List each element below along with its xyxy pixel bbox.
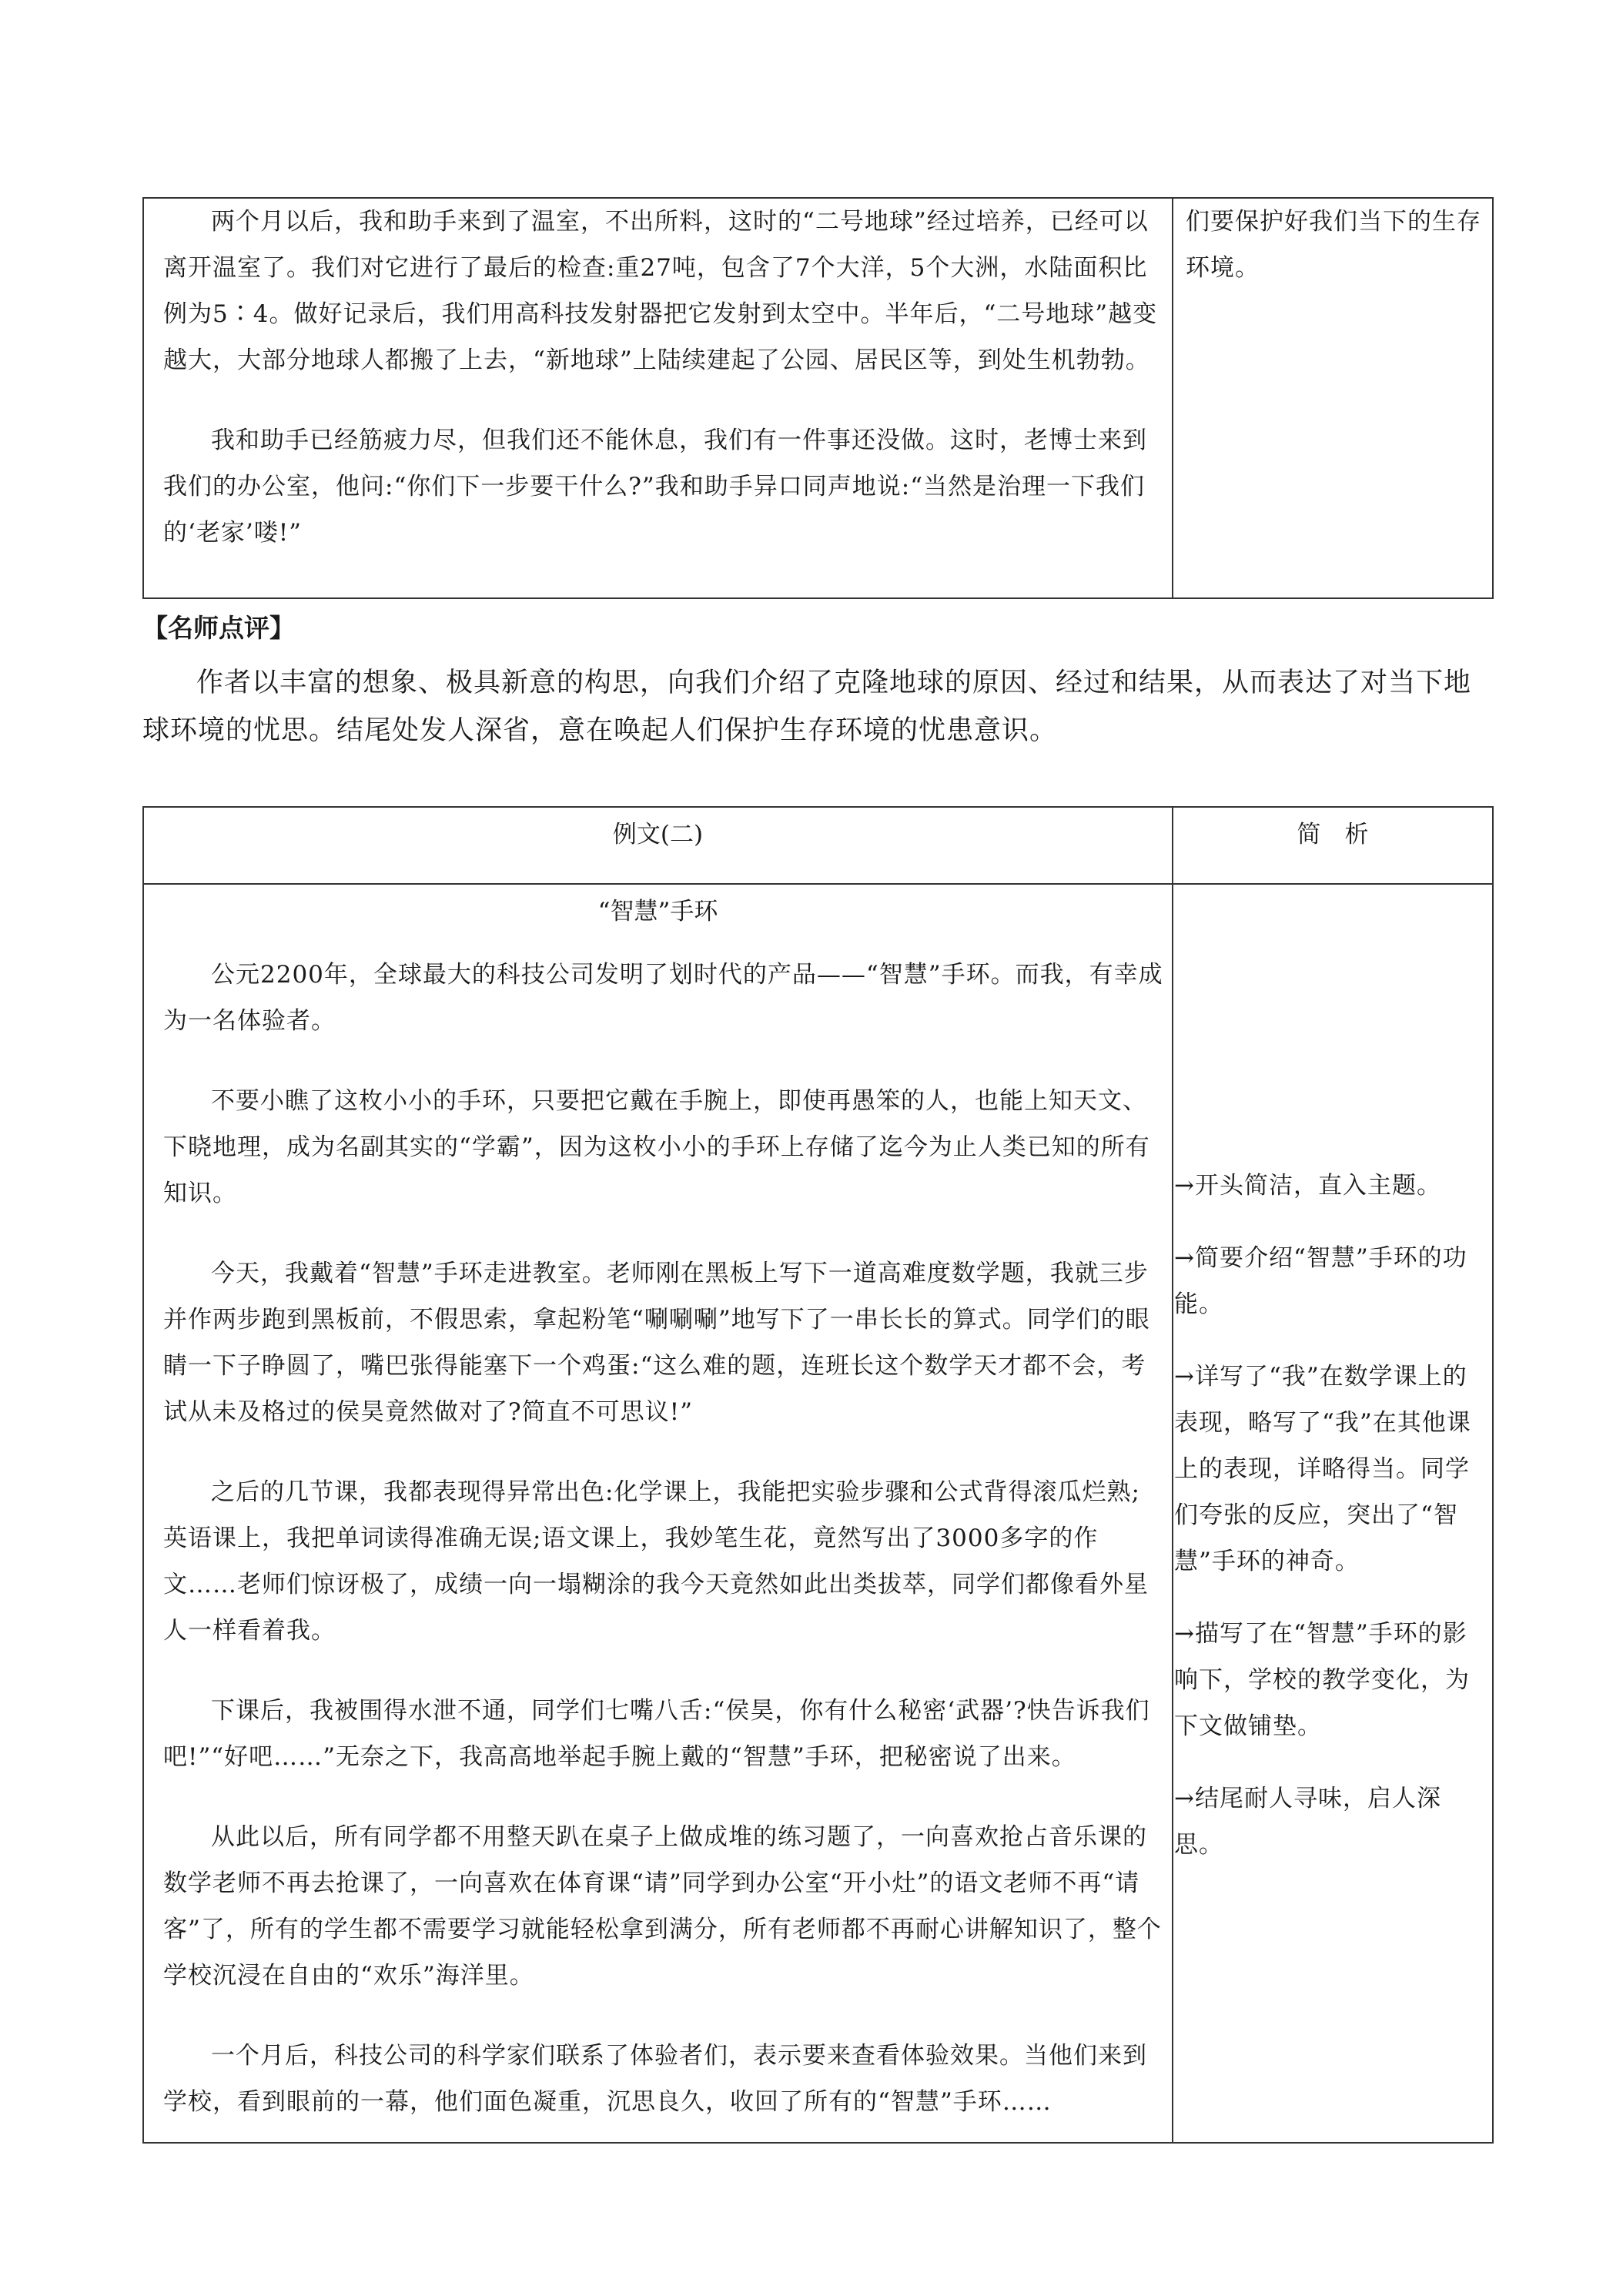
table-divider	[1172, 197, 1173, 599]
essay-paragraph: 两个月以后，我和助手来到了温室，不出所料，这时的“二号地球”经过培养，已经可以离开温室了。我们对它进行了最后的检查:重27吨，包含了7个大洋，5个大洲，水陆面积比例为5∶4。做好记录后，我们用高科技发射器把它发射到太空中。半年后，“二号地球”越变越大，大部分地球人都搬了上去，“新地球”上陆续建起了公园、居民区等，到处生机勃勃。	[163, 208, 1158, 374]
essay-title: “智慧”手环	[597, 898, 718, 925]
analysis-note-text: →描写了在“智慧”手环的影响下，学校的教学变化，为下文做铺垫。	[1174, 1620, 1470, 1740]
table-header-right: 简 析	[1297, 821, 1369, 848]
essay-paragraph: 从此以后，所有同学都不用整天趴在桌子上做成堆的练习题了，一向喜欢抢占音乐课的数学老师不再去抢课了，一向喜欢在体育课“请”同学到办公室“开小灶”的语文老师不再“请客”了，所有的学生都不需要学习就能轻松拿到满分，所有老师都不再耐心讲解知识了，整个学校沉浸在自由的“欢乐”海洋里。	[163, 1823, 1162, 1990]
analysis-note	[1186, 199, 1482, 317]
table-header-left: 例文(二)	[612, 821, 704, 848]
analysis-note-text: →开头简洁，直入主题。	[1174, 1172, 1441, 1200]
essay-paragraph: 公元2200年，全球最大的科技公司发明了划时代的产品——“智慧”手环。而我，有幸成为一名体验者。	[163, 961, 1163, 1035]
analysis-notes	[1174, 1163, 1486, 1894]
essay1-body	[163, 199, 1164, 590]
review-heading: 【名师点评】	[142, 613, 295, 643]
analysis-note-text: 们要保护好我们当下的生存环境。	[1186, 208, 1481, 282]
analysis-note-text: →结尾耐人寻味，启人深思。	[1174, 1785, 1441, 1859]
essay-paragraph: 一个月后，科技公司的科学家们联系了体验者们，表示要来查看体验效果。当他们来到学校，看到眼前的一幕，他们面色凝重，沉思良久，收回了所有的“智慧”手环……	[163, 2042, 1147, 2116]
essay-paragraph: 我和助手已经筋疲力尽，但我们还不能休息，我们有一件事还没做。这时，老博士来到我们的办公室，他问:“你们下一步要干什么?”我和助手异口同声地说:“当然是治理一下我们的‘老家’喽!”	[163, 427, 1147, 547]
essay2-body	[163, 952, 1164, 2159]
essay-paragraph: 下课后，我被围得水泄不通，同学们七嘴八舌:“侯昊，你有什么秘密‘武器’?快告诉我们吧!”“好吧……”无奈之下，我高高地举起手腕上戴的“智慧”手环，把秘密说了出来。	[163, 1697, 1150, 1771]
essay-paragraph: 之后的几节课，我都表现得异常出色:化学课上，我能把实验步骤和公式背得滚瓜烂熟;英语课上，我把单词读得准确无误;语文课上，我妙笔生花，竟然写出了3000多字的作文……老师们惊讶极了，成绩一向一塌糊涂的我今天竟然如此出类拔萃，同学们都像看外星人一样看着我。	[163, 1478, 1149, 1645]
essay-paragraph: 不要小瞧了这枚小小的手环，只要把它戴在手腕上，即使再愚笨的人，也能上知天文、下晓地理，成为名副其实的“学霸”，因为这枚小小的手环上存储了迄今为止人类已知的所有知识。	[163, 1087, 1150, 1207]
essay-paragraph: 今天，我戴着“智慧”手环走进教室。老师刚在黑板上写下一道高难度数学题，我就三步并作两步跑到黑板前，不假思索，拿起粉笔“唰唰唰”地写下了一串长长的算式。同学们的眼睛一下子睁圆了，嘴巴张得能塞下一个鸡蛋:“这么难的题，连班长这个数学天才都不会，考试从未及格过的侯昊竟然做对了?简直不可思议!”	[163, 1260, 1150, 1426]
table-divider	[1172, 806, 1173, 2144]
analysis-note-text: →简要介绍“智慧”手环的功能。	[1174, 1244, 1467, 1318]
review-text: 作者以丰富的想象、极具新意的构思，向我们介绍了克隆地球的原因、经过和结果，从而表达了对当下地球环境的忧思。结尾处发人深省，意在唤起人们保护生存环境的忧患意识。	[142, 668, 1472, 746]
analysis-note-text: →详写了“我”在数学课上的表现，略写了“我”在其他课上的表现，详略得当。同学们夸张的反应，突出了“智慧”手环的神奇。	[1174, 1363, 1471, 1575]
table-header-divider	[142, 883, 1494, 885]
